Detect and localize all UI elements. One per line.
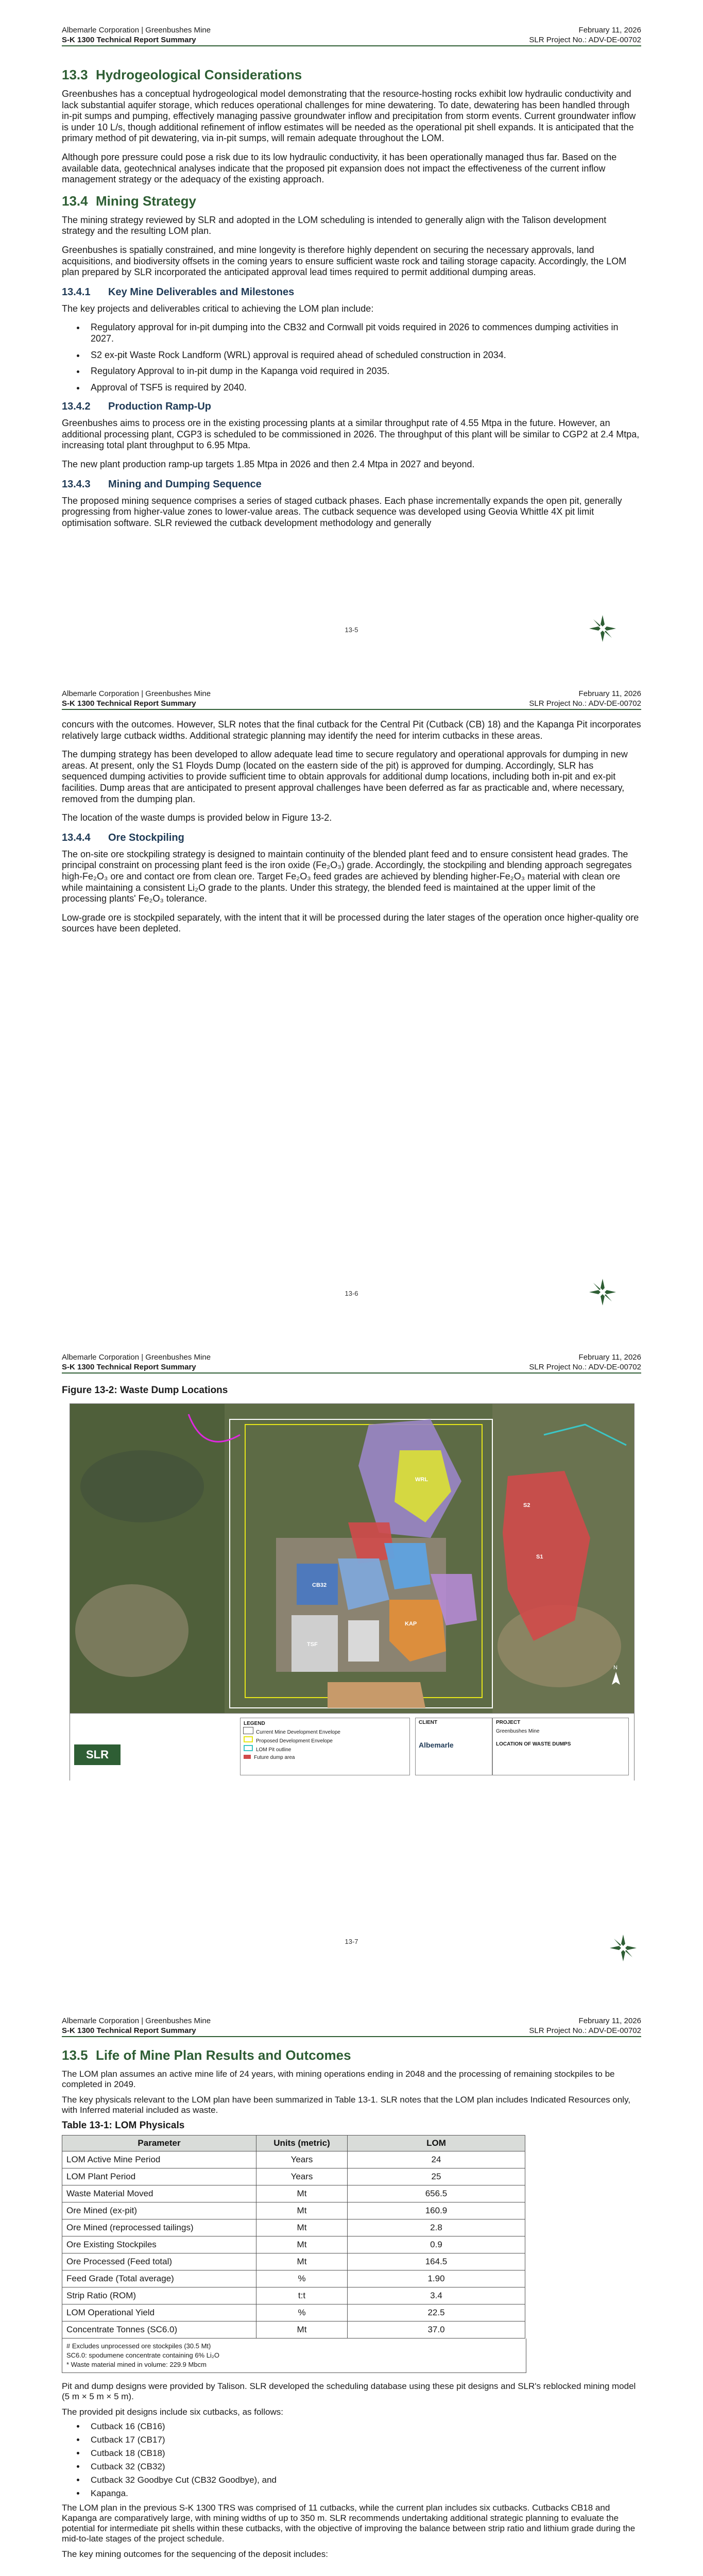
header-report: S-K 1300 Technical Report Summary xyxy=(62,699,196,708)
page-1 xyxy=(0,0,703,662)
header-company: Albemarle Corporation | Greenbushes Mine xyxy=(62,689,211,698)
header-project: SLR Project No.: ADV-DE-00702 xyxy=(529,1363,641,1371)
legend-item: LOM Pit outline xyxy=(244,1745,406,1754)
paragraph: Greenbushes is spatially constrained, and mine longevity is therefore highly dependent on securing the necessary approvals, land acquisitions, and biodiversity offsets in the coming years to ensure sufficient waste rock and tailing storage capacity. Accordingly, the LOM plan prepared by SLR incorporated the anticipated approval lead times required to permit additional dumping areas. xyxy=(62,244,627,278)
header-company: Albemarle Corporation | Greenbushes Mine xyxy=(62,2016,211,2025)
paragraph: The dumping strategy has been developed to allow adequate lead time to secure regulatory and operational approvals for dumping in new areas. At present, only the S1 Floyds Dump (located on the eastern side of the pit) is approved for dumping. Accordingly, SLR has sequenced dumping activities to provide sufficient time to obtain approvals for additional dump locations, including both in-pit and ex-pit facilities. Dump areas that are anticipated to present approval challenges have been deferred as far as practicable and, where necessary, removed from the dumping plan. xyxy=(62,749,628,804)
subsection-heading: 13.4.2 Production Ramp-Up xyxy=(62,401,211,413)
header-report: S-K 1300 Technical Report Summary xyxy=(62,1363,196,1371)
header-date: February 11, 2026 xyxy=(578,2016,641,2025)
map-title-block: PROJECT Greenbushes Mine LOCATION OF WASTE DUMPS xyxy=(492,1718,629,1775)
map-label: CB32 xyxy=(312,1582,327,1588)
paragraph: concurs with the outcomes. However, SLR notes that the final cutback for the Central Pit (Cutback (CB) 18) and the Kapanga Pit incorporates relatively large cutback widths. Additional strategic planning may identify the need for interim cutbacks in these areas. xyxy=(62,719,641,741)
subsection-heading: 13.4.1 Key Mine Deliverables and Milestones xyxy=(62,286,295,298)
paragraph: The LOM plan assumes an active mine life of 24 years, with mining operations ending in 2048 and the processing of remaining stockpiles to be completed in 2049. xyxy=(62,2069,615,2089)
map-client-block: CLIENT Albemarle xyxy=(415,1718,492,1775)
table-row: LOM Plant Period Years 25 xyxy=(62,2168,525,2185)
figure-title: Figure 13-2: Waste Dump Locations xyxy=(62,1385,228,1396)
table-note: * Waste material mined in volume: 229.9 Mbcm xyxy=(66,2361,207,2368)
satellite-map-image xyxy=(70,1404,634,1713)
section-heading: 13.3 Hydrogeological Considerations xyxy=(62,67,302,82)
paragraph: The mining strategy reviewed by SLR and adopted in the LOM scheduling is intended to generally align with the Talison development strategy and the resulting LOM plan. xyxy=(62,214,607,236)
paragraph: Pit and dump designs were provided by Talison. SLR developed the scheduling database using these pit designs and SLR's reblocked mining model (5 m × 5 m × 5 m). xyxy=(62,2381,636,2401)
cutback-list xyxy=(62,2421,641,2499)
section-heading: 13.5 Life of Mine Plan Results and Outcomes xyxy=(62,2047,351,2063)
map-label: S2 xyxy=(523,1502,530,1509)
subsection-heading: 13.4.3 Mining and Dumping Sequence xyxy=(62,478,262,490)
paragraph: The key projects and deliverables critical to achieving the LOM plan include: xyxy=(62,303,374,314)
slr-logo-icon xyxy=(587,613,618,644)
map-label: WRL xyxy=(415,1477,428,1483)
paragraph: Greenbushes has a conceptual hydrogeological model demonstrating that the resource-hosting rocks exhibit low hydraulic conductivity and lack substantial aquifer storage, which reduces operational challenges for mine dewatering. To date, dewatering has been handled through in-pit sumps and pumping, effectively managing passive groundwater inflow and precipitation from storm events. Current groundwater inflow is under 10 L/s, though additional refinement of inflow estimates will be needed as the operational pit shell expands. It is anticipated that the primary method of pit dewatering, via in-pit sumps, will remain adequate throughout the LOM. xyxy=(62,89,636,144)
section-heading: 13.4 Mining Strategy xyxy=(62,193,197,209)
list-item: • Cutback 32 (CB32) xyxy=(85,2462,641,2472)
header-project: SLR Project No.: ADV-DE-00702 xyxy=(529,699,641,708)
table-row: Strip Ratio (ROM) t:t 3.4 xyxy=(62,2287,525,2304)
page-1-body xyxy=(62,67,641,536)
map-legend xyxy=(240,1718,410,1775)
paragraph: Low-grade ore is stockpiled separately, with the intent that it will be processed during the later stages of the operation once higher-quality ore sources have been depleted. xyxy=(62,912,639,934)
svg-text:N: N xyxy=(613,1665,618,1671)
table-row: Ore Processed (Feed total) Mt 164.5 xyxy=(62,2253,525,2270)
list-item: • Cutback 32 Goodbye Cut (CB32 Goodbye), and xyxy=(85,2475,641,2485)
table-row: LOM Operational Yield % 22.5 xyxy=(62,2304,525,2321)
slr-brand-block: SLR xyxy=(74,1744,121,1765)
page-number: 13-7 xyxy=(345,1938,358,1945)
list-item: • Cutback 17 (CB17) xyxy=(85,2435,641,2445)
header-project: SLR Project No.: ADV-DE-00702 xyxy=(529,2026,641,2035)
table-row: Feed Grade (Total average) % 1.90 xyxy=(62,2270,525,2287)
table-row: Ore Mined (reprocessed tailings) Mt 2.8 xyxy=(62,2219,525,2236)
header-date: February 11, 2026 xyxy=(578,689,641,698)
legend-item: Future dump area xyxy=(244,1754,406,1761)
legend-title: LEGEND xyxy=(244,1721,265,1726)
header-report: S-K 1300 Technical Report Summary xyxy=(62,2026,196,2035)
page-number: 13-6 xyxy=(345,1290,358,1297)
paragraph: The new plant production ramp-up targets 1.85 Mtpa in 2026 and then 2.4 Mtpa in 2027 and beyond. xyxy=(62,459,475,470)
page-header xyxy=(62,2015,641,2037)
table-row: Waste Material Moved Mt 656.5 xyxy=(62,2185,525,2202)
list-item: • Approval of TSF5 is required by 2040. xyxy=(85,382,641,394)
page-number: 13-5 xyxy=(345,626,358,634)
list-item: • S2 ex-pit Waste Rock Landform (WRL) approval is required ahead of scheduled construction in 2034. xyxy=(85,350,641,361)
header-project: SLR Project No.: ADV-DE-00702 xyxy=(529,36,641,44)
column-header: Parameter xyxy=(62,2136,256,2151)
lom-physicals-table xyxy=(62,2135,525,2338)
paragraph: Although pore pressure could pose a risk due to its low hydraulic conductivity, it has been operationally managed thus far. Based on the available data, geotechnical analyses indicate that the proposed pit expansion does not impact the effectiveness of the current inflow management strategy or the adequacy of the existing approach. xyxy=(62,151,617,185)
header-company: Albemarle Corporation | Greenbushes Mine xyxy=(62,1353,211,1362)
paragraph: The provided pit designs include six cutbacks, as follows: xyxy=(62,2407,283,2417)
page-header xyxy=(62,1352,641,1374)
list-item: • Regulatory Approval to in-pit dump in the Kapanga void required in 2035. xyxy=(85,366,641,377)
slr-logo-icon xyxy=(587,1277,618,1308)
list-item: • Cutback 16 (CB16) xyxy=(85,2421,641,2432)
header-date: February 11, 2026 xyxy=(578,1353,641,1362)
list-item: • Cutback 18 (CB18) xyxy=(85,2448,641,2459)
page-3 xyxy=(0,1327,703,1989)
page-header xyxy=(62,688,641,710)
page-4-body xyxy=(62,2047,641,2567)
page-2-body xyxy=(62,719,641,942)
client-logo: Albemarle xyxy=(419,1741,454,1749)
list-item: • Regulatory approval for in-pit dumping into the CB32 and Cornwall pit voids required in 2026 to commences dumping activities in 2027. xyxy=(85,322,641,344)
map-footer xyxy=(70,1713,634,1781)
page-header xyxy=(62,25,641,46)
paragraph: The on-site ore stockpiling strategy is designed to maintain continuity of the blended plant feed and to ensure consistent head grades. The principal constraint on processing plant feed is the iron oxide (Fe₂O₃) grade. Accordingly, the stockpiling and blending approach segregates high-Fe₂O₃ ore and contact ore from clean ore. Target Fe₂O₃ feed grades are achieved by blending higher-Fe₂O₃ material with clean ore while maintaining a consistent Li₂O grade to the plants. Under this strategy, the blended feed is maintained at the upper limit of the processing plants' Fe₂O₃ tolerance. xyxy=(62,849,632,904)
table-row: Concentrate Tonnes (SC6.0) Mt 37.0 xyxy=(62,2321,525,2338)
paragraph: Greenbushes aims to process ore in the existing processing plants at a similar throughput rate of 4.55 Mtpa in the future. However, an additional processing plant, CGP3 is scheduled to be commissioned in 2026. The throughput of this plant will be similar to CGP2 at 2.4 Mtpa, increasing total plant throughput to 6.95 Mtpa. xyxy=(62,418,640,451)
table-caption: Table 13-1: LOM Physicals xyxy=(62,2120,185,2131)
legend-swatch xyxy=(244,1727,253,1734)
table-header-row xyxy=(62,2136,525,2151)
table-note: # Excludes unprocessed ore stockpiles (30.5 Mt) xyxy=(66,2342,211,2350)
table-notes xyxy=(62,2338,526,2373)
column-header: Units (metric) xyxy=(256,2136,348,2151)
subsection-heading: 13.4.4 Ore Stockpiling xyxy=(62,832,184,843)
legend-swatch xyxy=(244,1745,253,1751)
table-row: Ore Existing Stockpiles Mt 0.9 xyxy=(62,2236,525,2253)
waste-dump-map xyxy=(70,1403,635,1781)
page-4 xyxy=(0,1991,703,2576)
table-note: SC6.0: spodumene concentrate containing 6% Li₂O xyxy=(66,2351,220,2359)
table-row: LOM Active Mine Period Years 24 xyxy=(62,2151,525,2168)
paragraph: The LOM plan in the previous S-K 1300 TRS was comprised of 11 cutbacks, while the current plan includes six cutbacks. Cutbacks CB18 and Kapanga are comparatively large, with mining widths of up to 350 m. SLR recommends undertaking additional strategic planning to evaluate the potential for intermediate pit shells within these cutbacks, with the objective of improving the balance between strip ratio and lithium grade during the mid-to-late stages of the project schedule. xyxy=(62,2503,636,2544)
list-item: • Kapanga. xyxy=(85,2488,641,2499)
paragraph: The location of the waste dumps is provided below in Figure 13-2. xyxy=(62,812,332,823)
bullet-list xyxy=(62,322,641,393)
legend-swatch xyxy=(244,1736,253,1742)
legend-item: Proposed Development Envelope xyxy=(244,1736,406,1745)
paragraph: The key physicals relevant to the LOM plan have been summarized in Table 13-1. SLR notes that the LOM plan includes Indicated Resources only, with Inferred material included as waste. xyxy=(62,2095,631,2115)
legend-swatch xyxy=(244,1755,251,1759)
header-company: Albemarle Corporation | Greenbushes Mine xyxy=(62,26,211,35)
slr-logo-icon xyxy=(608,1933,639,1963)
column-header: LOM xyxy=(348,2136,525,2151)
header-report: S-K 1300 Technical Report Summary xyxy=(62,36,196,44)
page-2 xyxy=(0,664,703,1326)
legend-item: Current Mine Development Envelope xyxy=(244,1727,406,1736)
map-label: TSF xyxy=(307,1641,318,1648)
header-date: February 11, 2026 xyxy=(578,26,641,35)
map-label: KAP xyxy=(405,1621,417,1627)
paragraph: The proposed mining sequence comprises a series of staged cutback phases. Each phase incrementally expands the open pit, generally progressing from higher-value zones to lower-value areas. The cutback sequence was developed using Geovia Whittle 4X pit limit optimisation software. SLR reviewed the cutback development methodology and generally xyxy=(62,495,622,528)
table-row: Ore Mined (ex-pit) Mt 160.9 xyxy=(62,2202,525,2219)
map-label: S1 xyxy=(536,1554,543,1560)
paragraph: The key mining outcomes for the sequencing of the deposit includes: xyxy=(62,2549,328,2559)
